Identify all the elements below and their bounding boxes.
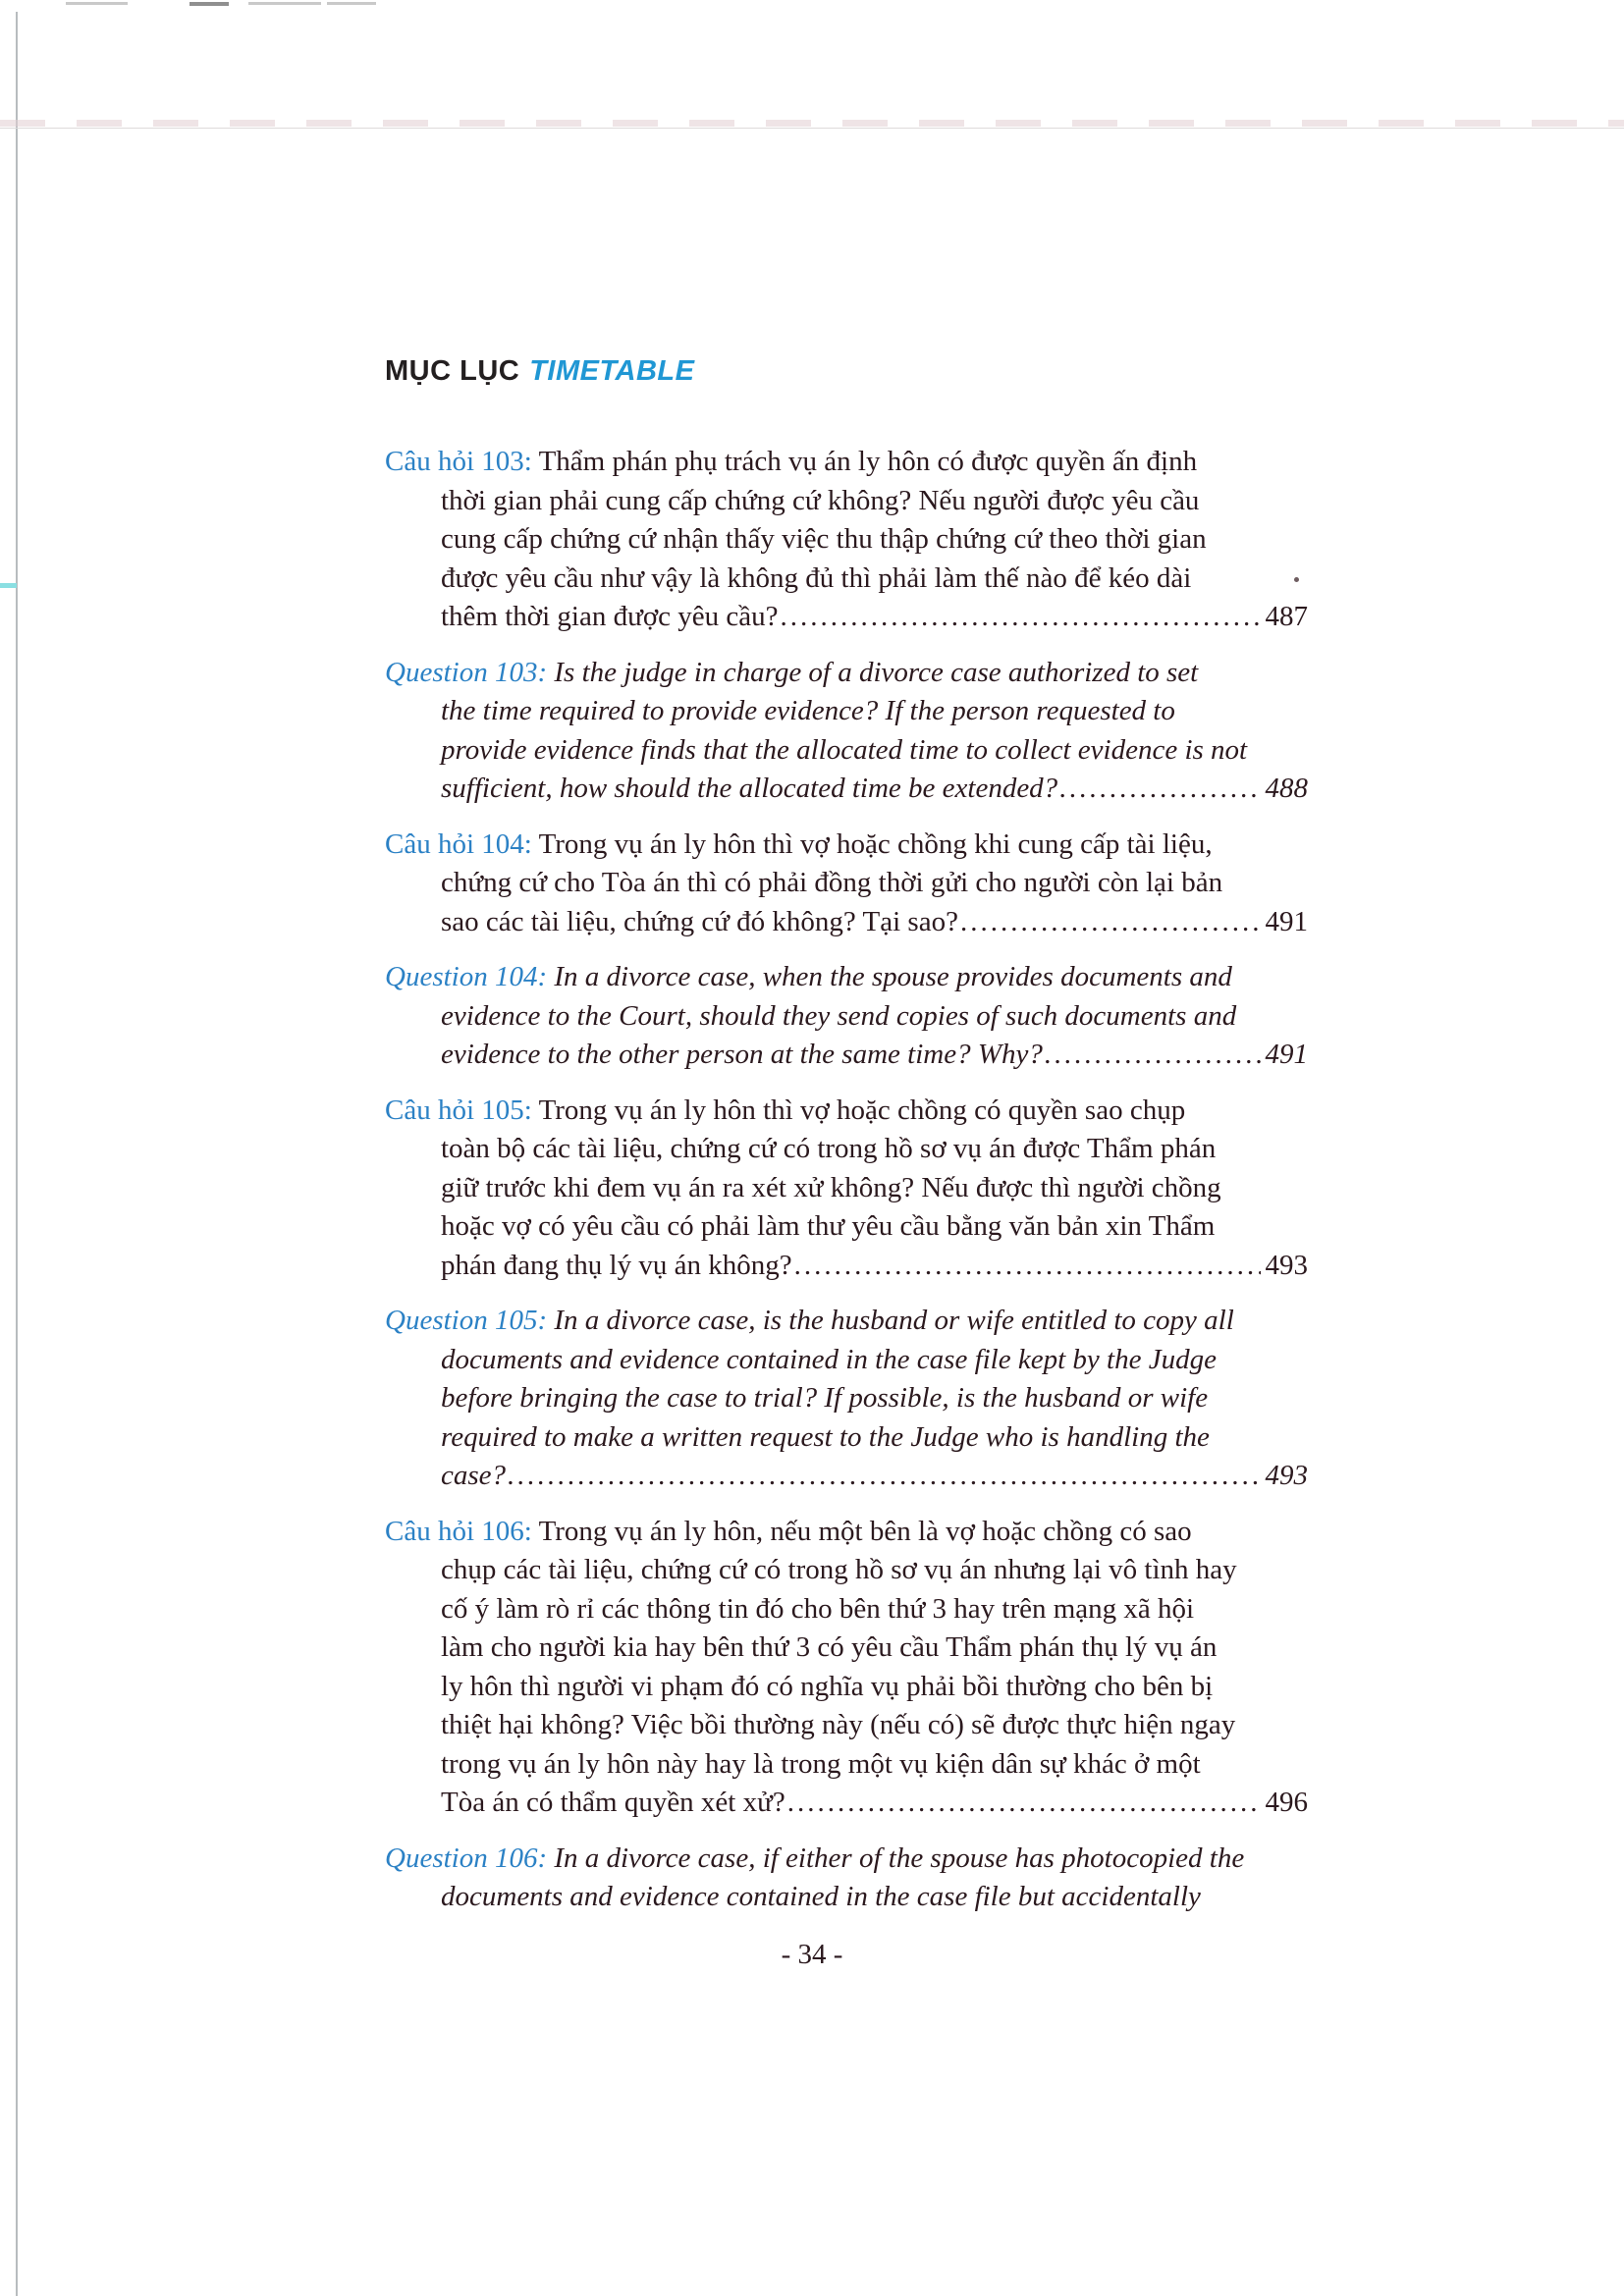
toc-line [385,1302,1308,1341]
dot-leader [1059,770,1260,809]
dot-leader [1045,1036,1261,1075]
toc-entry-label: Question 106: [385,1842,548,1874]
toc-entry-label: Question 105: [385,1305,548,1336]
toc-line-text: In a divorce case, if either of the spouse has photocopied the [554,1842,1245,1874]
toc-line [385,560,1308,599]
dot-leader [508,1457,1260,1496]
toc-line-text: Thẩm phán phụ trách vụ án ly hôn có được quyền ấn định [538,446,1198,477]
toc-entry [385,1840,1308,1917]
toc-entry-label: Câu hỏi 106: [385,1515,532,1547]
toc-line [385,1379,1308,1418]
toc-line [385,1247,1308,1286]
toc-line-text: In a divorce case, is the husband or wife entitled to copy all [554,1305,1234,1336]
toc-line-text: sufficient, how should the allocated time be extended? [441,773,1058,804]
toc-page-number: 496 [1265,1787,1308,1818]
toc-line-text: thiệt hại không? Việc bồi thường này (nếu có) sẽ được thực hiện ngay [441,1709,1236,1740]
toc-line-text: required to make a written request to the Judge who is handling the [441,1420,1210,1453]
header-title-vi: MỤC LỤC [385,355,520,387]
toc-line [385,654,1308,693]
toc-line-text: Tòa án có thẩm quyền xét xử? [441,1787,785,1818]
toc-line [385,1551,1308,1590]
toc-line [385,958,1308,997]
toc-entry [385,826,1308,942]
toc-line-text: toàn bộ các tài liệu, chứng cứ có trong hồ sơ vụ án được Thẩm phán [441,1133,1217,1164]
toc-line-text: làm cho người kia hay bên thứ 3 có yêu cầu Thẩm phán thụ lý vụ án [441,1631,1218,1663]
toc-line-text: ly hôn thì người vi phạm đó có nghĩa vụ phải bồi thường cho bên bị [441,1670,1214,1702]
scan-top-dash [66,2,128,5]
toc-line-text: cố ý làm rò rỉ các thông tin đó cho bên thứ 3 hay trên mạng xã hội [441,1592,1195,1625]
toc-line [385,1706,1308,1745]
toc-line-text: Trong vụ án ly hôn thì vợ hoặc chồng có quyền sao chụp [538,1094,1186,1126]
scan-horizontal-line [0,128,1624,129]
scan-cyan-mark [0,583,17,588]
toc-line-text: documents and evidence contained in the case file but accidentally [441,1881,1201,1912]
toc-line-text: Is the judge in charge of a divorce case authorized to set [554,656,1199,688]
toc-line [385,482,1308,521]
toc-line [385,1629,1308,1668]
page-footer [0,1939,1624,1971]
toc-line [385,1878,1308,1917]
toc-page-number: 491 [1265,1039,1308,1070]
toc-line-text: hoặc vợ có yêu cầu có phải làm thư yêu cầu bằng văn bản xin Thẩm [441,1210,1216,1242]
toc-line [385,1130,1308,1169]
toc-line [385,1513,1308,1552]
toc-line [385,826,1308,865]
dot-leader [781,598,1261,637]
toc-line-text: Trong vụ án ly hôn thì vợ hoặc chồng khi cung cấp tài liệu, [538,828,1213,860]
header-title-en: TIMETABLE [529,355,695,387]
dot-leader [794,1247,1261,1286]
toc-line [385,903,1308,942]
toc-line [385,520,1308,560]
toc-line-text: sao các tài liệu, chứng cứ đó không? Tại sao? [441,905,958,937]
toc-line-text: chứng cứ cho Tòa án thì có phải đồng thời gửi cho người còn lại bản [441,867,1223,898]
toc-line [385,731,1308,771]
page-header [385,355,694,388]
toc-line-text: the time required to provide evidence? If the person requested to [441,695,1175,726]
toc-line-text: In a divorce case, when the spouse provides documents and [554,961,1232,992]
toc-entry [385,654,1308,809]
toc-line [385,1840,1308,1879]
toc-page-number: 493 [1265,1249,1308,1281]
toc-line-text: phán đang thụ lý vụ án không? [441,1249,792,1281]
toc-page-number: 487 [1265,601,1308,632]
toc-entry [385,443,1308,637]
dot-leader [960,903,1261,942]
table-of-contents [385,443,1308,1934]
toc-line [385,1668,1308,1707]
toc-line-text: documents and evidence contained in the case file kept by the Judge [441,1343,1217,1375]
toc-line [385,1457,1308,1496]
toc-line [385,443,1308,482]
toc-entry [385,1092,1308,1286]
toc-line-text: thời gian phải cung cấp chứng cứ không? Nếu người được yêu cầu [441,484,1200,516]
toc-line [385,1169,1308,1208]
toc-line-text: giữ trước khi đem vụ án ra xét xử không? Nếu được thì người chồng [441,1171,1221,1203]
toc-entry-label: Câu hỏi 105: [385,1094,532,1126]
toc-line [385,1207,1308,1247]
toc-line [385,1418,1308,1458]
toc-entry-label: Câu hỏi 103: [385,446,532,477]
toc-line-text: được yêu cầu như vậy là không đủ thì phải làm thế nào để kéo dài [441,561,1192,594]
toc-line [385,997,1308,1037]
toc-line [385,864,1308,903]
toc-line [385,598,1308,637]
scan-top-dash [189,2,229,6]
toc-line [385,1341,1308,1380]
toc-line-text: case? [441,1460,507,1491]
toc-entry-label: Question 104: [385,961,548,992]
toc-line-text: evidence to the Court, should they send copies of such documents and [441,999,1237,1032]
toc-entry-label: Question 103: [385,656,548,688]
toc-entry [385,958,1308,1075]
toc-line-text: before bringing the case to trial? If possible, is the husband or wife [441,1382,1209,1414]
toc-line [385,770,1308,809]
scan-top-dash [248,2,321,5]
toc-page-number: 493 [1265,1460,1308,1491]
toc-line [385,692,1308,731]
toc-line-text: provide evidence finds that the allocated time to collect evidence is not [441,733,1248,766]
dot-leader [787,1784,1261,1823]
toc-line-text: Trong vụ án ly hôn, nếu một bên là vợ hoặc chồng có sao [538,1515,1192,1547]
toc-entry [385,1302,1308,1496]
footer-page-number: - 34 - [781,1939,843,1970]
toc-line-text: evidence to the other person at the same time? Why? [441,1039,1043,1070]
toc-page-number: 488 [1265,773,1308,804]
toc-entry [385,1513,1308,1823]
toc-line-text: thêm thời gian được yêu cầu? [441,601,779,632]
toc-page-number: 491 [1265,905,1308,937]
toc-line-text: trong vụ án ly hôn này hay là trong một vụ kiện dân sự khác ở một [441,1747,1201,1780]
toc-line [385,1036,1308,1075]
toc-line-text: cung cấp chứng cứ nhận thấy việc thu thập chứng cứ theo thời gian [441,523,1207,555]
toc-line [385,1590,1308,1629]
toc-line [385,1784,1308,1823]
scan-top-dash [327,2,376,5]
toc-entry-label: Câu hỏi 104: [385,828,532,860]
scan-dashed-strip [0,120,1624,127]
toc-line [385,1745,1308,1785]
toc-line [385,1092,1308,1131]
toc-line-text: chụp các tài liệu, chứng cứ có trong hồ sơ vụ án nhưng lại vô tình hay [441,1554,1237,1585]
